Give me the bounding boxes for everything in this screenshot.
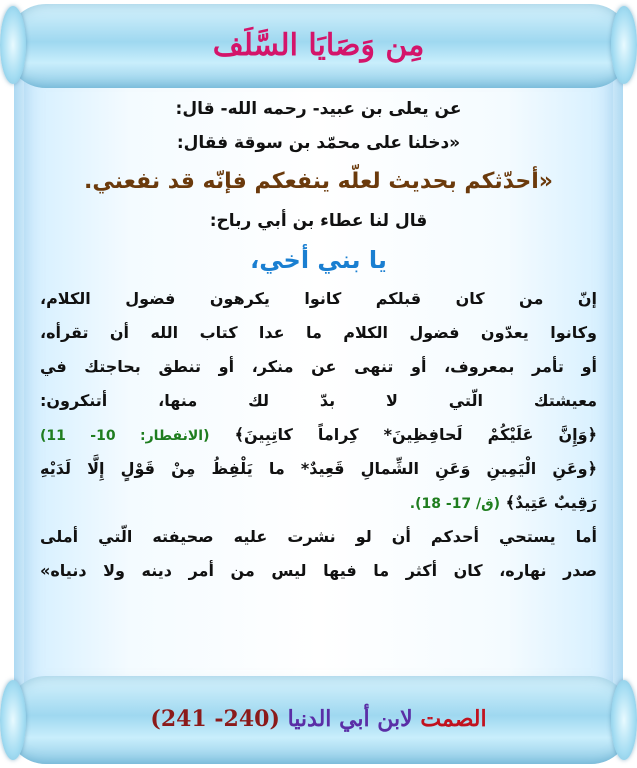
citation-pages: (240- 241) [150,706,280,732]
text-line-7: وكانوا يعدّون فضول الكلام ما عدا كتاب الله أن تقرأه، [40,323,597,342]
text-line-10 [40,418,597,452]
text-line-9: معيشتك الّتي لا بدّ لك منها، أتنكرون: [40,391,597,410]
text-line-8: أو تأمر بمعروف، أو تنهى عن منكر، أو تنطق بحاجتك في [40,357,597,376]
text-body [40,92,597,588]
quran-verse-1: ﴿وَإِنَّ عَلَيْكُمْ لَحافِظِينَ* كِراماً كاتِبِينَ﴾ [234,425,597,444]
text-line-3-highlight: «أحدّثكم بحديث لعلّه ينفعكم فإنّه قد نفعني. [84,169,553,194]
text-line-2: «دخلنا على محمّد بن سوقة فقال: [176,133,461,153]
text-line-13: أما يستحي أحدكم أن لو نشرت عليه صحيفته الّتي أملى [40,527,597,546]
verse-reference-1: (الانفطار: 10- 11) [40,428,210,444]
text-line-14: صدر نهاره، كان أكثر ما فيها ليس من أمر دينه ولا دنياه» [40,561,597,580]
citation-author: لابن أبي الدنيا [287,706,413,732]
citation-book: الصمت [420,706,487,732]
text-line-4: قال لنا عطاء بن أبي رباح: [209,211,428,231]
text-line-6: إنّ من كان قبلكم كانوا يكرهون فضول الكلام، [40,289,597,308]
page-title: مِن وَصَايَا السَّلَف [212,28,425,63]
text-line-1: عن يعلى بن عبيد- رحمه الله- قال: [175,99,462,119]
text-line-12 [40,486,597,520]
source-citation [0,706,637,732]
quran-verse-2: رَقِيبٌ عَتِيدٌ﴾ [505,493,597,512]
text-line-5-call: يا بني أخي، [250,246,387,274]
verse-reference-2: (ق/ 17- 18). [409,496,501,512]
text-line-11-verse: ﴿وعَنِ الْيَمِينِ وَعَنِ الشِّمالِ قَعِيدٌ* ما يَلْفِظُ مِنْ قَوْلٍ إِلَّا لَدَيْهِ [40,459,597,478]
